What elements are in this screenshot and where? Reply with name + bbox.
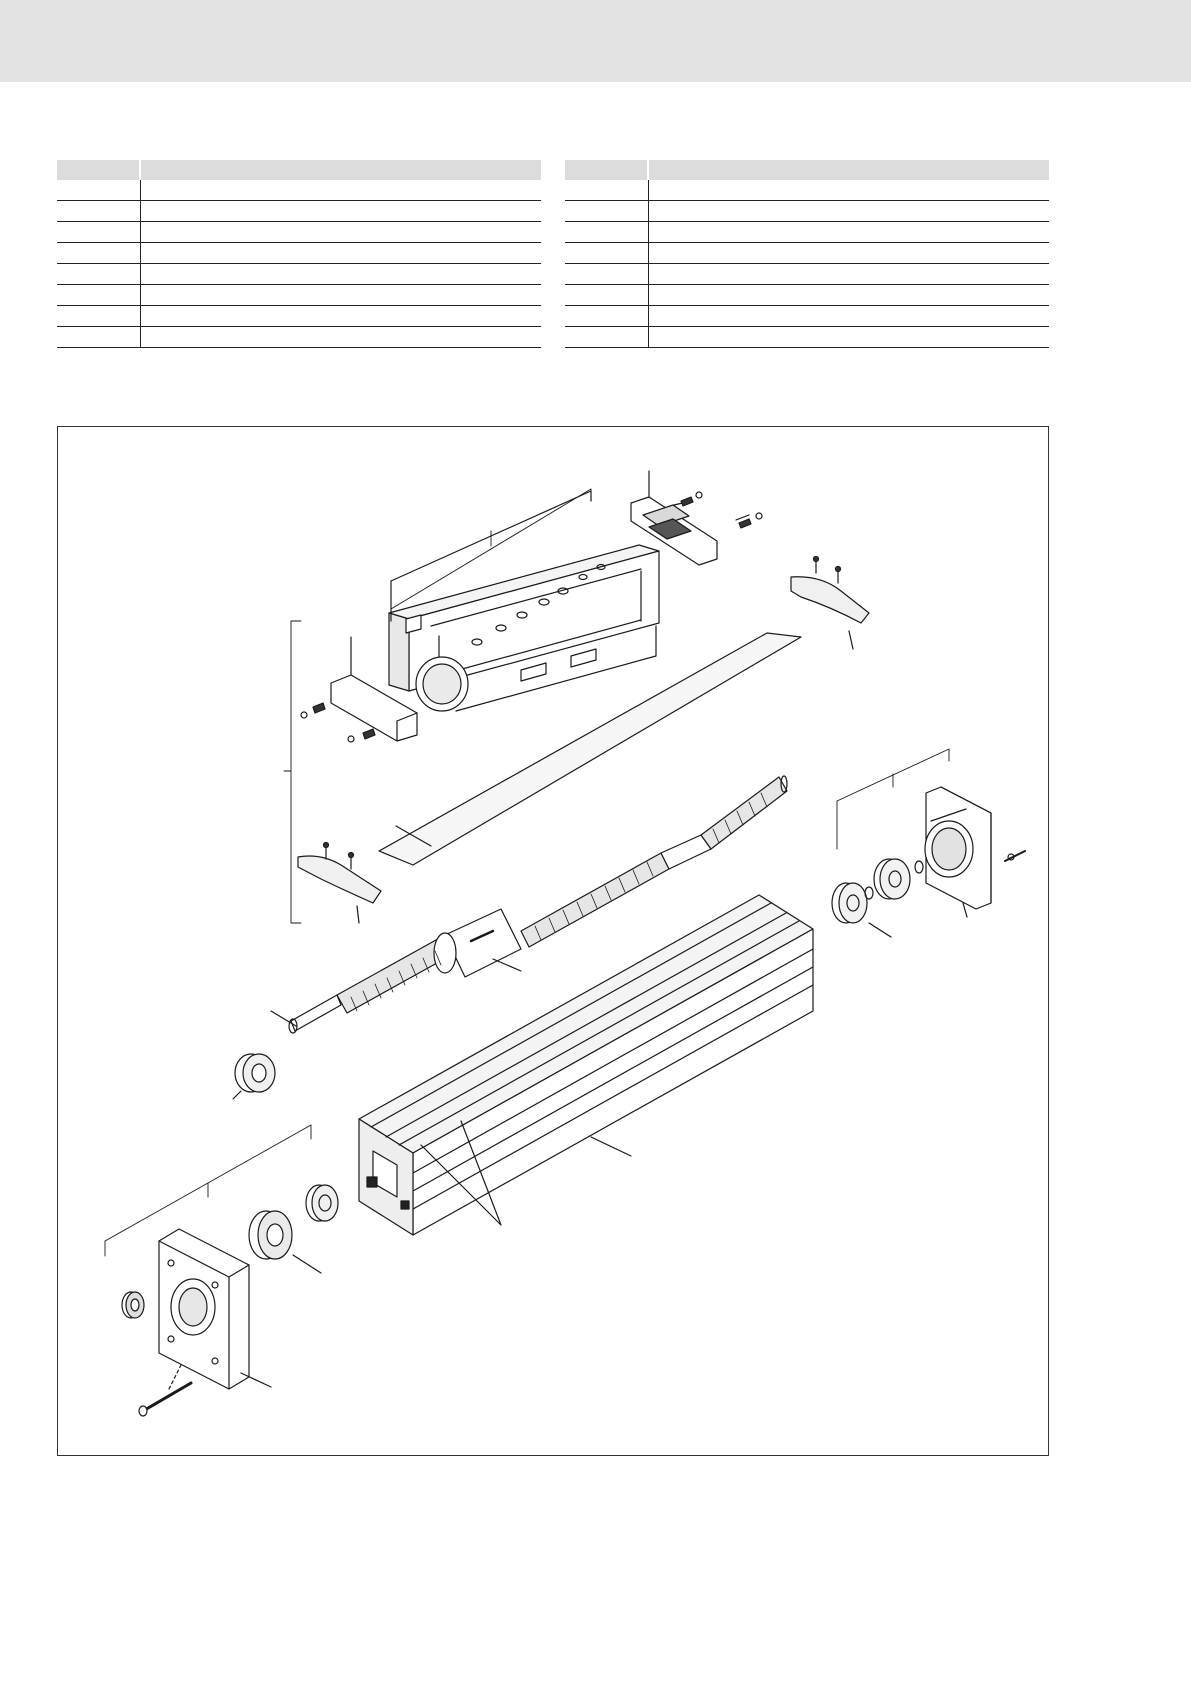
cell-number — [565, 243, 648, 264]
table-row — [565, 243, 1049, 264]
bearing-right — [832, 859, 923, 937]
cell-description — [140, 222, 541, 243]
parts-table-left — [57, 160, 541, 348]
mounting-screw — [139, 1365, 191, 1416]
cell-number — [57, 327, 140, 348]
table-row — [57, 222, 541, 243]
cell-number — [565, 306, 648, 327]
table-row — [565, 222, 1049, 243]
cell-description — [140, 264, 541, 285]
table-row — [57, 201, 541, 222]
cell-number — [565, 222, 648, 243]
cell-number — [565, 285, 648, 306]
cell-number — [57, 201, 140, 222]
cell-description — [648, 306, 1049, 327]
cell-description — [648, 327, 1049, 348]
cell-number — [57, 285, 140, 306]
table-row — [565, 285, 1049, 306]
column-header-number — [565, 160, 648, 180]
cell-number — [57, 264, 140, 285]
exploded-view-frame — [57, 426, 1049, 1456]
table-row — [57, 264, 541, 285]
table-row — [565, 180, 1049, 201]
cell-description — [648, 222, 1049, 243]
cell-number — [57, 180, 140, 201]
table-row — [57, 285, 541, 306]
cell-description — [140, 306, 541, 327]
cell-description — [648, 264, 1049, 285]
exploded-view-diagram — [58, 427, 1048, 1455]
wiper-right — [791, 557, 869, 650]
cell-description — [648, 201, 1049, 222]
table-row — [57, 243, 541, 264]
cell-number — [565, 201, 648, 222]
cell-number — [565, 180, 648, 201]
parts-table-right — [565, 160, 1049, 348]
table-row — [57, 180, 541, 201]
cell-description — [140, 243, 541, 264]
table-row — [565, 264, 1049, 285]
cell-description — [140, 327, 541, 348]
table-row — [565, 201, 1049, 222]
table-row — [57, 327, 541, 348]
cell-description — [140, 180, 541, 201]
column-header-description — [648, 160, 1049, 180]
carriage-assembly — [389, 491, 659, 711]
bearing-left — [249, 1185, 338, 1273]
table-row — [565, 306, 1049, 327]
cell-description — [648, 285, 1049, 306]
table-header — [57, 160, 541, 180]
column-header-description — [140, 160, 541, 180]
header-band — [0, 0, 1191, 82]
lock-nut — [233, 1054, 275, 1099]
seal-ring — [122, 1292, 144, 1318]
cell-description — [648, 180, 1049, 201]
table-header — [565, 160, 1049, 180]
cell-description — [140, 285, 541, 306]
cell-number — [57, 243, 140, 264]
cell-number — [565, 264, 648, 285]
cell-number — [565, 327, 648, 348]
table-row — [565, 327, 1049, 348]
table-row — [57, 306, 541, 327]
cell-number — [57, 222, 140, 243]
cell-description — [140, 201, 541, 222]
cell-number — [57, 306, 140, 327]
motor-mount — [925, 787, 1025, 917]
cell-description — [648, 243, 1049, 264]
column-header-number — [57, 160, 140, 180]
wiper-left — [298, 843, 381, 924]
